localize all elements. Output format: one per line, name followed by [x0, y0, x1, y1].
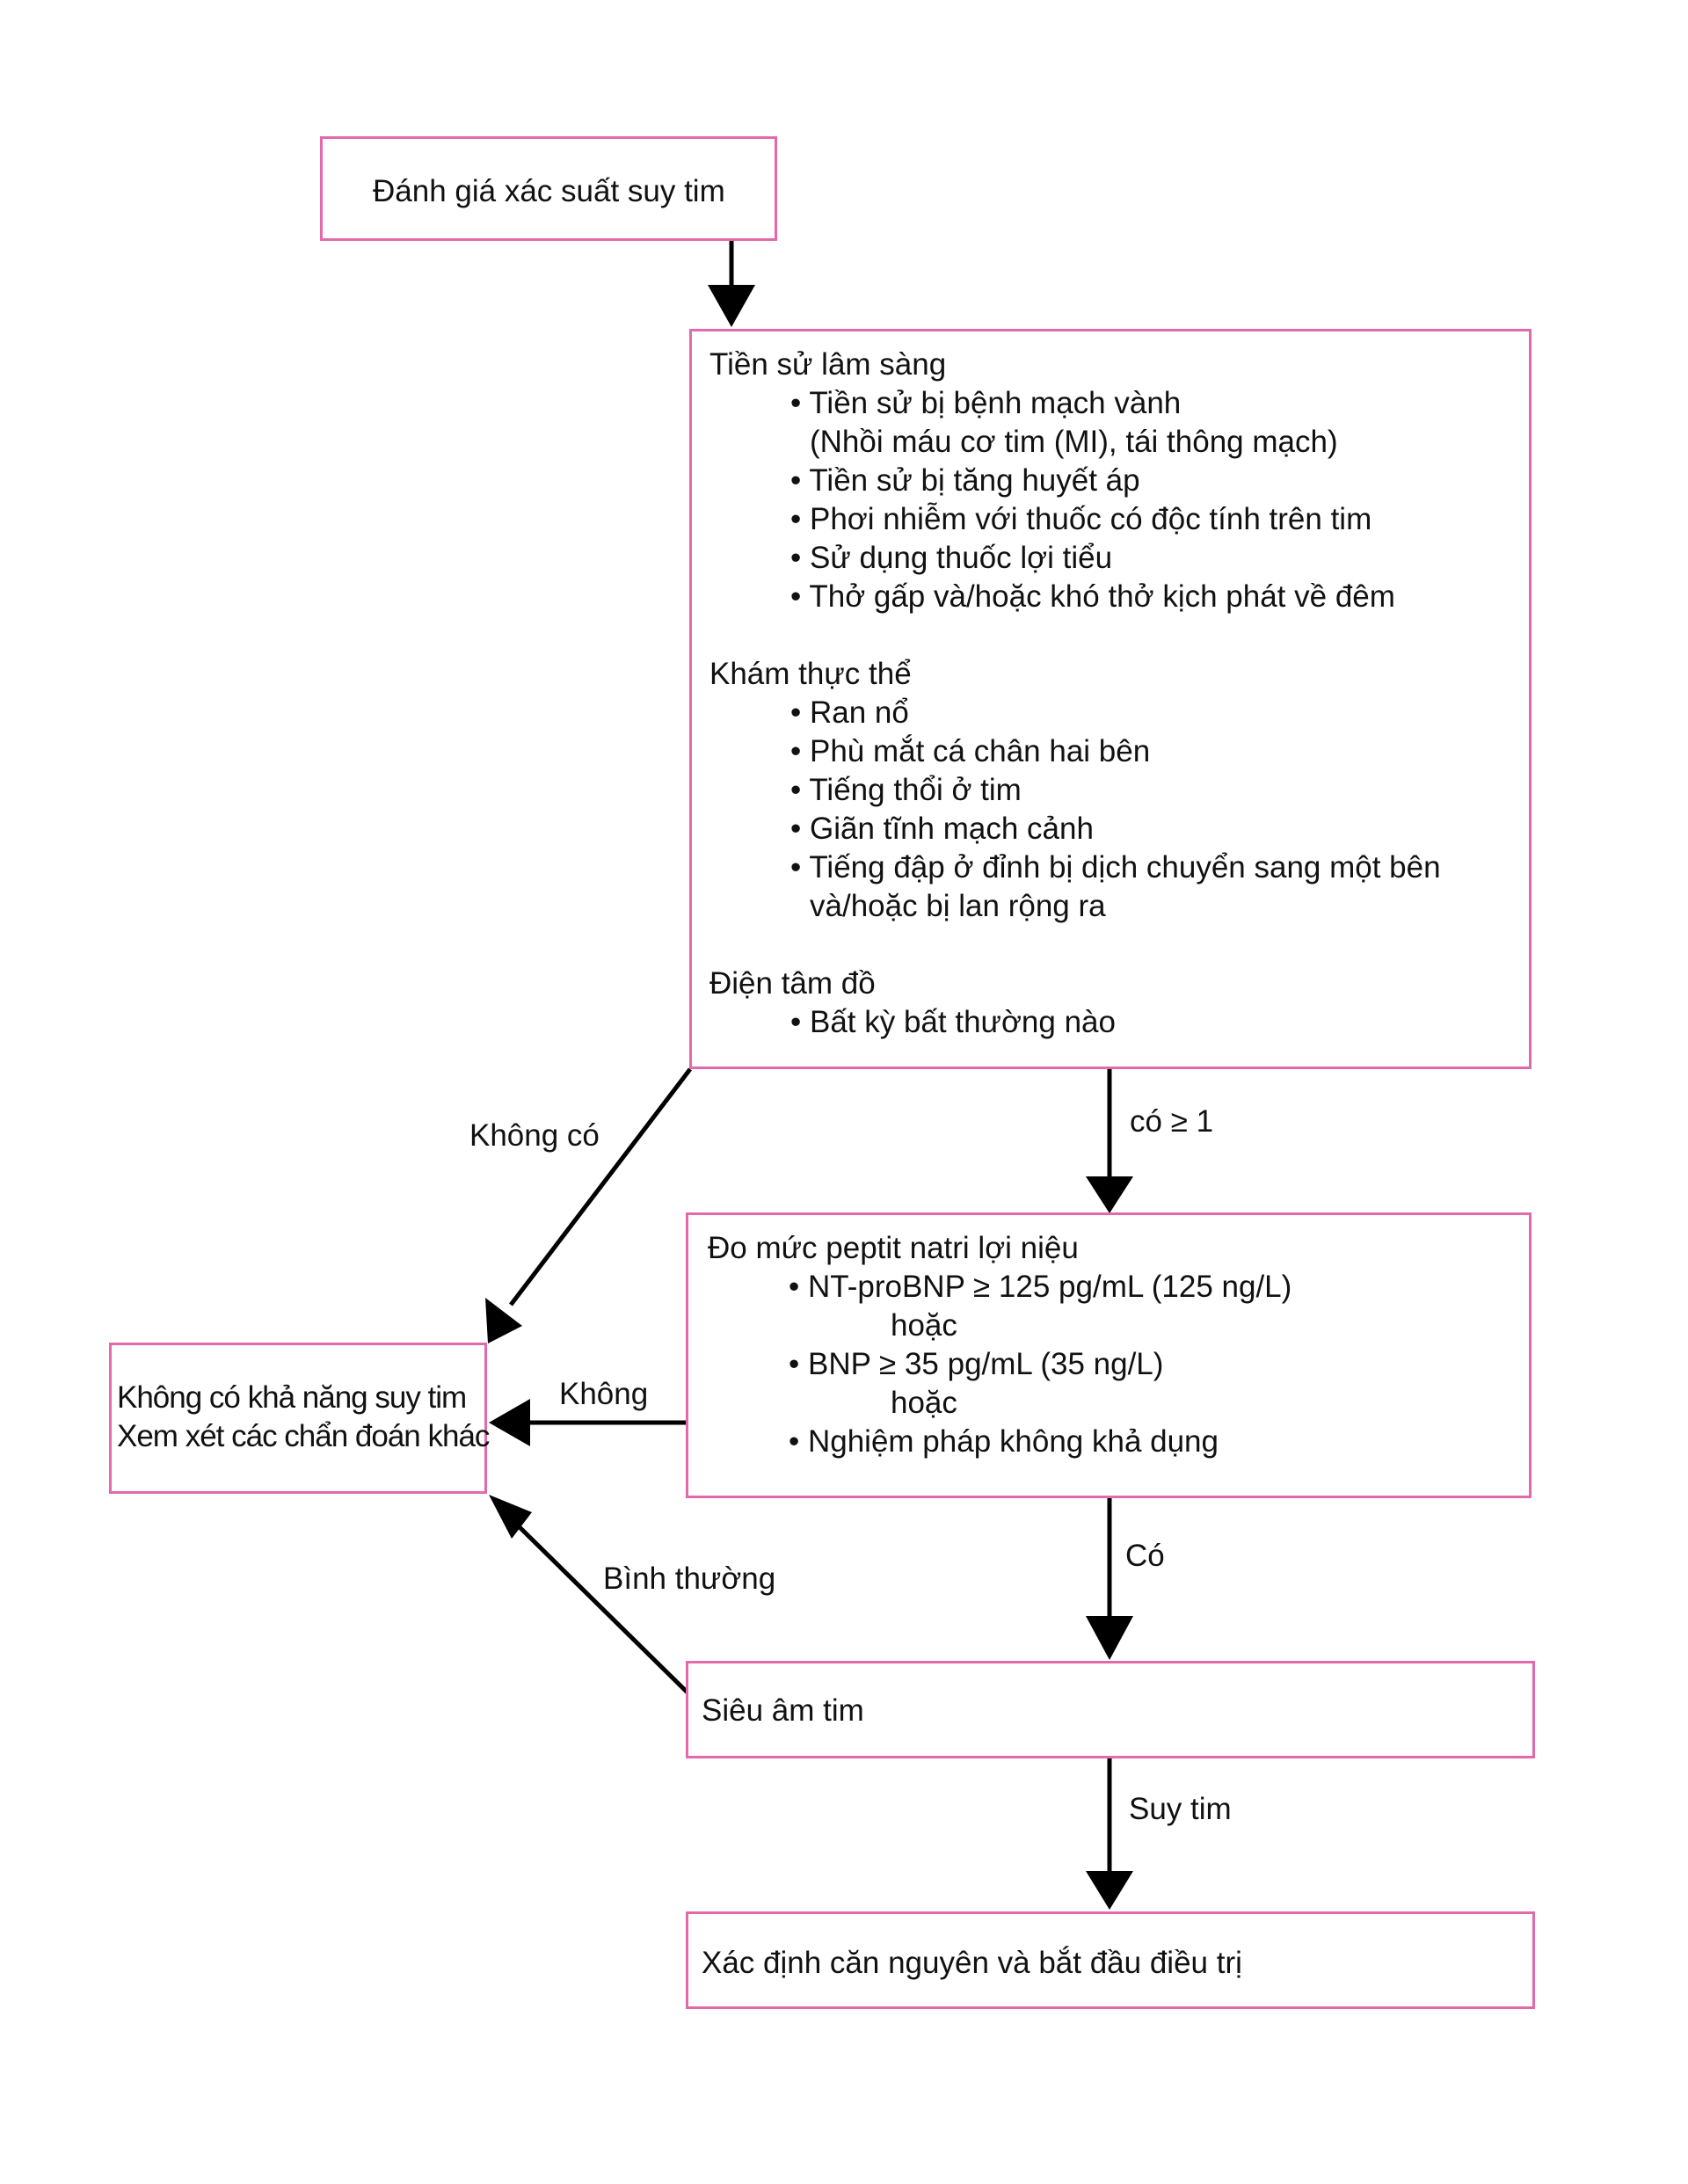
- arrow-clinical-to-unlikely: [511, 1069, 690, 1305]
- arrow-head: [485, 1298, 522, 1343]
- history-item: • Tiền sử bị bệnh mạch vành: [790, 386, 1182, 420]
- echo-label: Siêu âm tim: [702, 1693, 864, 1728]
- exam-item: • Phù mắt cá chân hai bên: [790, 734, 1151, 768]
- node-natriuretic-peptide: [686, 1212, 1532, 1498]
- arrow-head: [1086, 1176, 1133, 1213]
- peptide-item: • NT-proBNP ≥ 125 pg/mL (125 ng/L): [789, 1270, 1292, 1304]
- unlikely-content: [117, 1379, 489, 1456]
- history-item: • Tiền sử bị tăng huyết áp: [790, 463, 1140, 498]
- peptide-or: hoặc: [891, 1386, 957, 1420]
- exam-title: Khám thực thể: [709, 657, 912, 691]
- edge-label-at-least-one: có ≥ 1: [1130, 1104, 1214, 1139]
- exam-item: và/hoặc bị lan rộng ra: [810, 889, 1106, 923]
- node-echocardiography: [686, 1661, 1535, 1758]
- edge-label-heart-failure: Suy tim: [1129, 1792, 1232, 1826]
- ecg-item: • Bất kỳ bất thường nào: [790, 1005, 1116, 1039]
- node-hf-unlikely: [109, 1343, 490, 1494]
- history-item: (Nhồi máu cơ tim (MI), tái thông mạch): [810, 425, 1338, 459]
- peptide-item: • BNP ≥ 35 pg/mL (35 ng/L): [789, 1347, 1164, 1381]
- exam-item: • Ran nổ: [790, 695, 909, 730]
- history-item: • Sử dụng thuốc lợi tiểu: [790, 541, 1113, 575]
- history-title: Tiền sử lâm sàng: [709, 347, 947, 382]
- treat-label: Xác định căn nguyên và bắt đầu điều trị: [702, 1946, 1242, 1980]
- edge-label-none: Không có: [469, 1118, 600, 1153]
- edge-label-no: Không: [559, 1377, 649, 1411]
- unlikely-line1: Không có khả năng suy tim: [117, 1380, 467, 1415]
- history-item: • Thở gấp và/hoặc khó thở kịch phát về đêm: [790, 579, 1395, 614]
- node-assess-label: Đánh giá xác suất suy tim: [373, 174, 725, 208]
- arrow-head: [1086, 1616, 1133, 1660]
- edge-label-normal: Bình thường: [603, 1562, 776, 1596]
- peptide-item: • Nghiệm pháp không khả dụng: [789, 1424, 1219, 1459]
- peptide-content: [708, 1229, 1291, 1461]
- node-etiology-treatment: [686, 1911, 1535, 2009]
- clinical-content: [709, 346, 1441, 1042]
- node-assess-probability: [320, 136, 777, 241]
- ecg-title: Điện tâm đồ: [709, 966, 876, 1001]
- peptide-or: hoặc: [891, 1308, 957, 1343]
- exam-item: • Tiếng đập ở đỉnh bị dịch chuyển sang một bên: [790, 850, 1441, 885]
- history-item: • Phơi nhiễm với thuốc có độc tính trên tim: [790, 502, 1372, 536]
- arrow-echo-to-unlikely: [520, 1527, 690, 1695]
- edge-label-yes: Có: [1125, 1539, 1165, 1573]
- arrow-head: [1086, 1871, 1133, 1910]
- exam-item: • Giãn tĩnh mạch cảnh: [790, 812, 1094, 846]
- arrow-head: [708, 285, 755, 327]
- exam-item: • Tiếng thổi ở tim: [790, 773, 1022, 807]
- arrow-head: [489, 1399, 530, 1446]
- peptide-title: Đo mức peptit natri lợi niệu: [708, 1231, 1079, 1265]
- unlikely-line2: Xem xét các chẩn đoán khác: [117, 1419, 490, 1453]
- node-clinical-assessment: [689, 329, 1532, 1069]
